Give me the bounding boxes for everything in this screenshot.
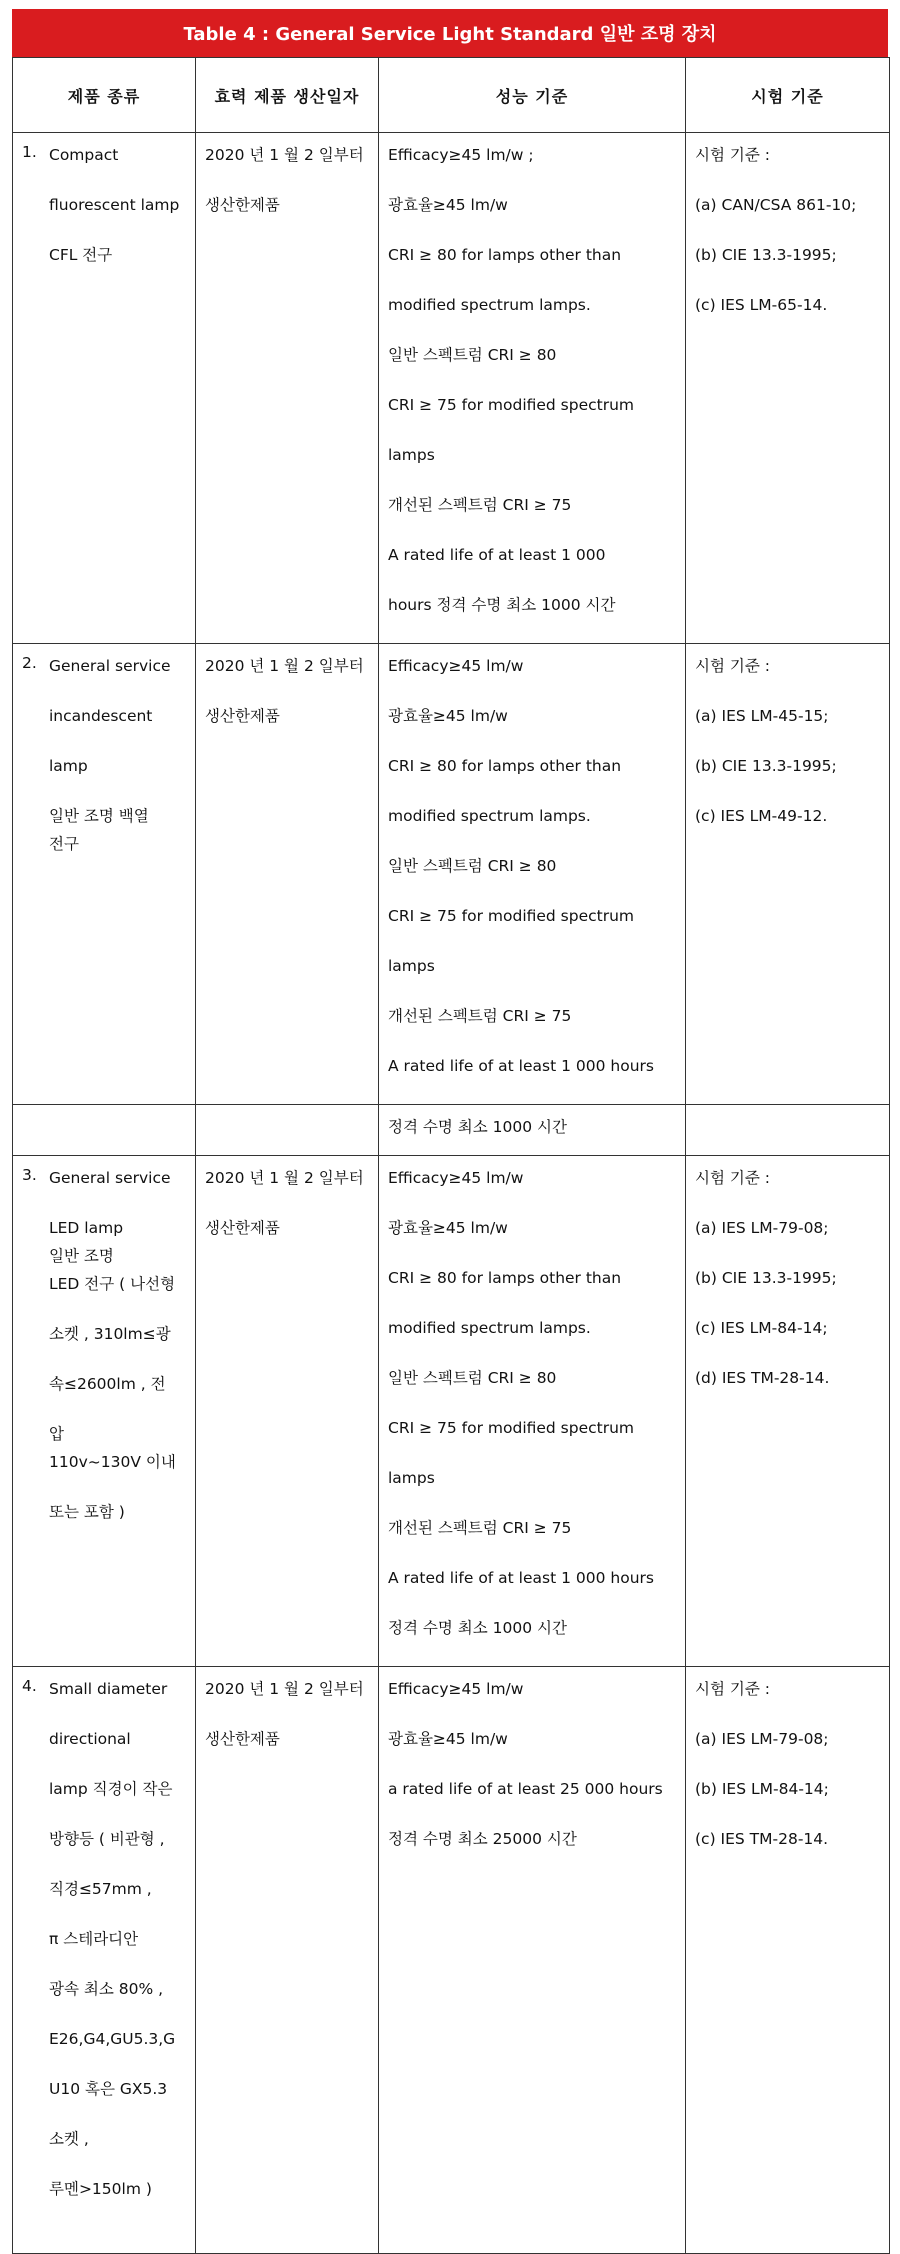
row-number: 2. xyxy=(22,654,37,672)
date-line: 2020 년 1 월 2 일부터 xyxy=(205,1680,364,1698)
date-line: 생산한제품 xyxy=(205,1219,280,1237)
perf-line: modified spectrum lamps. xyxy=(388,1319,591,1337)
type-line: 광속 최소 80% , xyxy=(49,1980,164,1998)
type-line: 직경≤57mm , xyxy=(49,1880,152,1898)
type-line: 일반 조명 백열 xyxy=(49,807,149,825)
perf-line: 일반 스펙트럼 CRI ≥ 80 xyxy=(388,857,557,875)
perf-line: Efficacy≥45 lm/w xyxy=(388,1169,524,1187)
row-number: 4. xyxy=(22,1677,37,1695)
perf-line: A rated life of at least 1 000 hours xyxy=(388,1057,654,1075)
empty-cell xyxy=(13,1105,196,1156)
perf-line: lamps xyxy=(388,1469,435,1487)
test-line: 시험 기준 : xyxy=(695,657,770,675)
date-line: 2020 년 1 월 2 일부터 xyxy=(205,1169,364,1187)
test-line: (c) IES TM-28-14. xyxy=(695,1830,829,1848)
perf-line: hours 정격 수명 최소 1000 시간 xyxy=(388,596,616,614)
date-line: 생산한제품 xyxy=(205,1730,280,1748)
type-line: 루멘>150lm ) xyxy=(49,2180,152,2198)
perf-line: 개선된 스펙트럼 CRI ≥ 75 xyxy=(388,1519,572,1537)
perf-line: 개선된 스펙트럼 CRI ≥ 75 xyxy=(388,1007,572,1025)
perf-line: 정격 수명 최소 1000 시간 xyxy=(388,1118,567,1136)
type-line: 110v~130V 이내 xyxy=(49,1453,176,1471)
type-line: U10 혹은 GX5.3 xyxy=(49,2080,168,2098)
date-line: 생산한제품 xyxy=(205,196,280,214)
type-line: incandescent xyxy=(49,707,153,725)
empty-cell xyxy=(686,1105,890,1156)
date-cell xyxy=(196,644,379,1105)
perf-line: 광효율≥45 lm/w xyxy=(388,196,508,214)
type-line: 압 xyxy=(49,1425,64,1443)
perf-line: lamps xyxy=(388,446,435,464)
type-line: fluorescent lamp xyxy=(49,196,180,214)
date-cell xyxy=(196,1667,379,2254)
perf-line: modified spectrum lamps. xyxy=(388,807,591,825)
perf-line: a rated life of at least 25 000 hours xyxy=(388,1780,663,1798)
type-line: Compact xyxy=(49,146,119,164)
test-cell xyxy=(686,1156,890,1667)
perf-line: CRI ≥ 80 for lamps other than xyxy=(388,757,622,775)
row-number: 1. xyxy=(22,143,37,161)
type-line: General service xyxy=(49,1169,171,1187)
test-line: (c) IES LM-84-14; xyxy=(695,1319,828,1337)
date-cell xyxy=(196,1156,379,1667)
test-line: (a) IES LM-79-08; xyxy=(695,1730,829,1748)
test-line: (c) IES LM-65-14. xyxy=(695,296,828,314)
date-line: 2020 년 1 월 2 일부터 xyxy=(205,657,364,675)
header-row xyxy=(13,58,890,133)
product-type-cell xyxy=(13,1667,196,2254)
type-line: 소켓 , xyxy=(49,2130,89,2148)
table-row xyxy=(13,1667,890,2254)
empty-cell xyxy=(196,1105,379,1156)
perf-line: 광효율≥45 lm/w xyxy=(388,707,508,725)
table-title: Table 4 : General Service Light Standard 일반 조명 장치 xyxy=(12,9,888,57)
table-row xyxy=(13,1156,890,1667)
test-line: 시험 기준 : xyxy=(695,1169,770,1187)
performance-cell xyxy=(379,644,686,1105)
header-effective-date: 효력 제품 생산일자 xyxy=(196,58,379,133)
type-line: LED lamp xyxy=(49,1219,124,1237)
perf-line: 광효율≥45 lm/w xyxy=(388,1730,508,1748)
type-line: General service xyxy=(49,657,171,675)
date-cell xyxy=(196,133,379,644)
test-cell xyxy=(686,1667,890,2254)
perf-line: A rated life of at least 1 000 hours xyxy=(388,1569,654,1587)
perf-line: CRI ≥ 80 for lamps other than xyxy=(388,246,622,264)
perf-line: CRI ≥ 75 for modified spectrum xyxy=(388,396,635,414)
type-line: 속≤2600lm , 전 xyxy=(49,1375,166,1393)
perf-line: 일반 스펙트럼 CRI ≥ 80 xyxy=(388,1369,557,1387)
test-line: (a) IES LM-79-08; xyxy=(695,1219,829,1237)
test-line: 시험 기준 : xyxy=(695,1680,770,1698)
date-line: 2020 년 1 월 2 일부터 xyxy=(205,146,364,164)
test-line: (b) CIE 13.3-1995; xyxy=(695,757,837,775)
perf-line: CRI ≥ 75 for modified spectrum xyxy=(388,1419,635,1437)
perf-line: modified spectrum lamps. xyxy=(388,296,591,314)
perf-line: 광효율≥45 lm/w xyxy=(388,1219,508,1237)
test-line: (a) IES LM-45-15; xyxy=(695,707,829,725)
test-cell xyxy=(686,644,890,1105)
performance-cell xyxy=(379,1156,686,1667)
table-row xyxy=(13,133,890,644)
type-line: π 스테라디안 xyxy=(49,1930,139,1948)
perf-line: Efficacy≥45 lm/w xyxy=(388,1680,524,1698)
performance-cell xyxy=(379,1105,686,1156)
perf-line: Efficacy≥45 lm/w xyxy=(388,657,524,675)
perf-line: CRI ≥ 80 for lamps other than xyxy=(388,1269,622,1287)
header-performance: 성능 기준 xyxy=(379,58,686,133)
type-line: directional xyxy=(49,1730,131,1748)
performance-cell xyxy=(379,1667,686,2254)
date-line: 생산한제품 xyxy=(205,707,280,725)
product-type-cell xyxy=(13,133,196,644)
standards-table xyxy=(12,57,890,2254)
perf-line: 개선된 스펙트럼 CRI ≥ 75 xyxy=(388,496,572,514)
row-number: 3. xyxy=(22,1166,37,1184)
test-line: (b) CIE 13.3-1995; xyxy=(695,246,837,264)
perf-line: lamps xyxy=(388,957,435,975)
type-line: 또는 포함 ) xyxy=(49,1503,125,1521)
perf-line: 일반 스펙트럼 CRI ≥ 80 xyxy=(388,346,557,364)
test-line: (b) CIE 13.3-1995; xyxy=(695,1269,837,1287)
perf-line: CRI ≥ 75 for modified spectrum xyxy=(388,907,635,925)
type-line: E26,G4,GU5.3,G xyxy=(49,2030,176,2048)
table-row xyxy=(13,644,890,1105)
test-line: (a) CAN/CSA 861-10; xyxy=(695,196,857,214)
perf-line: Efficacy≥45 lm/w ; xyxy=(388,146,534,164)
header-product-type: 제품 종류 xyxy=(13,58,196,133)
type-line: 일반 조명 xyxy=(49,1247,114,1265)
test-line: (c) IES LM-49-12. xyxy=(695,807,828,825)
test-line: (d) IES TM-28-14. xyxy=(695,1369,830,1387)
product-type-cell xyxy=(13,644,196,1105)
type-line: LED 전구 ( 나선형 xyxy=(49,1275,176,1293)
test-cell xyxy=(686,133,890,644)
header-test-standard: 시험 기준 xyxy=(686,58,890,133)
type-line: Small diameter xyxy=(49,1680,168,1698)
perf-line: A rated life of at least 1 000 xyxy=(388,546,606,564)
type-line: 소켓 , 310lm≤광 xyxy=(49,1325,171,1343)
test-line: (b) IES LM-84-14; xyxy=(695,1780,829,1798)
perf-line: 정격 수명 최소 25000 시간 xyxy=(388,1830,577,1848)
perf-line: 정격 수명 최소 1000 시간 xyxy=(388,1619,567,1637)
type-line: CFL 전구 xyxy=(49,246,113,264)
performance-cell xyxy=(379,133,686,644)
type-line: 전구 xyxy=(49,835,79,853)
type-line: lamp xyxy=(49,757,88,775)
continuation-row xyxy=(13,1105,890,1156)
type-line: 방향등 ( 비관형 , xyxy=(49,1830,165,1848)
type-line: lamp 직경이 작은 xyxy=(49,1780,173,1798)
product-type-cell xyxy=(13,1156,196,1667)
test-line: 시험 기준 : xyxy=(695,146,770,164)
